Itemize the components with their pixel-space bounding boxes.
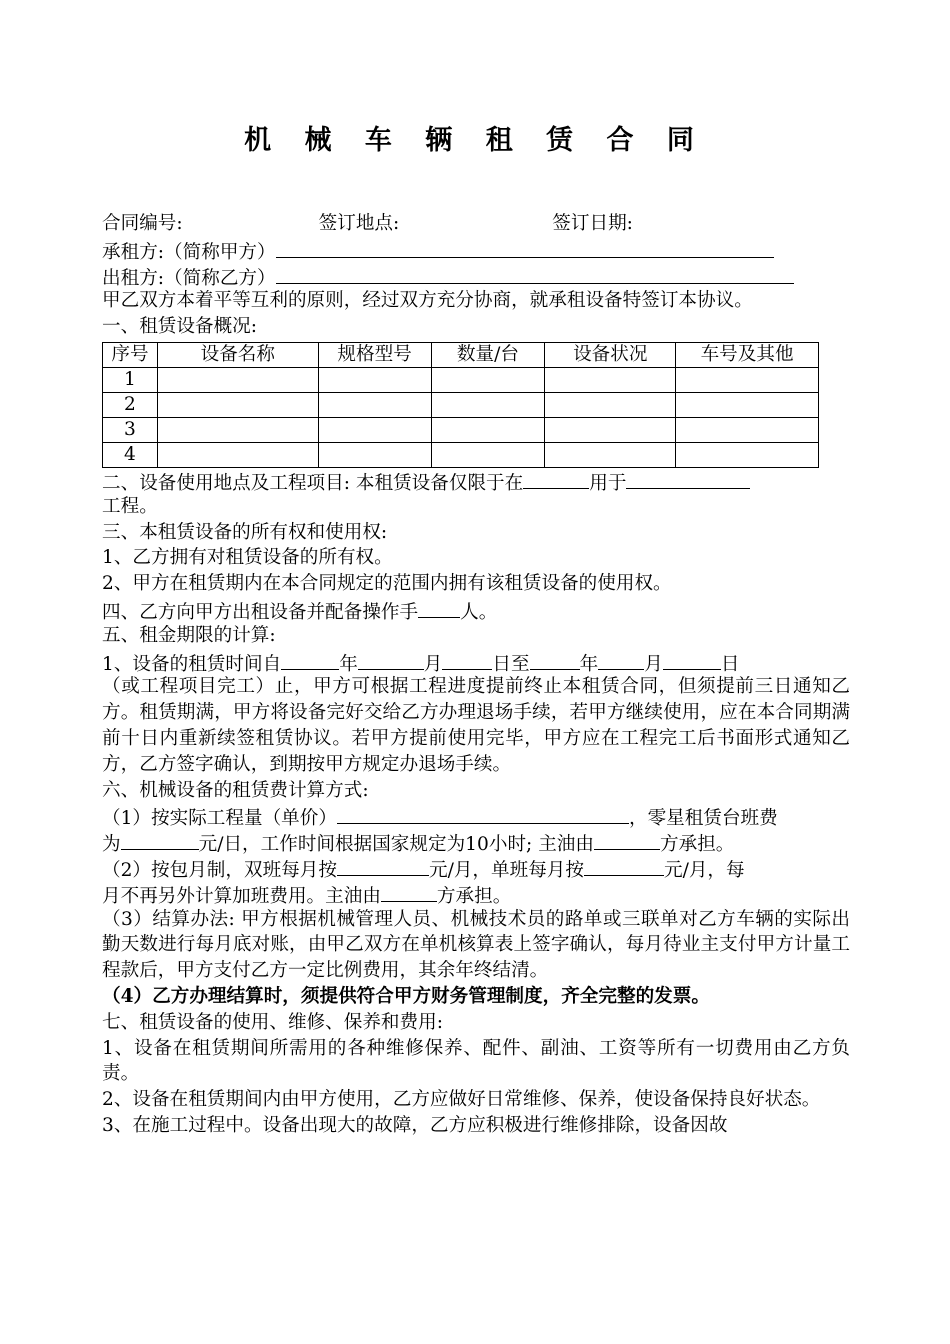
start-month-blank[interactable] <box>358 649 424 670</box>
row-number-cell: 3 <box>103 417 158 442</box>
p2-text-b: 元/月，单班每月按 <box>428 859 584 881</box>
section3-item1: 1、乙方拥有对租赁设备的所有权。 <box>102 547 393 569</box>
end-month-blank[interactable] <box>598 649 644 670</box>
section7-item3: 3、在施工过程中。设备出现大的故障，乙方应积极进行维修排除，设备因故 <box>102 1114 728 1136</box>
table-header-row <box>103 342 819 367</box>
table-cell[interactable] <box>431 392 545 417</box>
operator-count-blank[interactable] <box>418 597 460 618</box>
table-header-cell: 设备状况 <box>545 342 676 367</box>
section4-text-a: 四、乙方向甲方出租设备并配备操作手 <box>102 601 419 623</box>
p1-text-b: ，零星租赁台班费 <box>628 808 778 830</box>
table-header-cell: 序号 <box>103 342 158 367</box>
section2-end: 工程。 <box>102 495 158 517</box>
table-cell[interactable] <box>318 367 431 392</box>
p1-text-d: 元/日，工作时间根据国家规定为10小时; 主油由 <box>198 834 594 856</box>
table-cell[interactable] <box>545 442 676 467</box>
start-day-blank[interactable] <box>442 649 492 670</box>
section7-heading: 七、租赁设备的使用、维修、保养和费用: <box>102 1011 443 1033</box>
section6-p2-line2 <box>102 881 850 907</box>
document-title: 机 械 车 辆 租 赁 合 同 <box>244 125 706 156</box>
section2-text-a: 二、设备使用地点及工程项目: 本租赁设备仅限于在 <box>102 472 524 494</box>
table-cell[interactable] <box>157 442 318 467</box>
p2-text-c: 元/月，每 <box>663 859 745 881</box>
table-row <box>103 417 819 442</box>
table-cell[interactable] <box>157 392 318 417</box>
intro-paragraph: 甲乙双方本着平等互利的原则，经过双方充分协商，就承租设备特签订本协议。 <box>102 290 753 312</box>
row-number-cell: 2 <box>103 392 158 417</box>
row-number-cell: 1 <box>103 367 158 392</box>
end-day-blank[interactable] <box>663 649 721 670</box>
day-to-label: 日至 <box>492 653 530 675</box>
table-header-cell: 规格型号 <box>318 342 431 367</box>
double-shift-blank[interactable] <box>337 855 429 876</box>
sign-date-label: 签订日期: <box>552 213 633 234</box>
section6-p3: （3）结算办法: 甲方根据机械管理人员、机械技术员的路单或三联单对乙方车辆的实际出勤天数进行每月底对账，由甲乙双方在单机核算表上签字确认，每月待业主支付甲方计量工程款后，甲方支付乙方一定比例费用，其余年终结清。 <box>102 908 850 982</box>
sign-place-label: 签订地点: <box>318 213 400 234</box>
document-body <box>102 211 850 1139</box>
year-label: 年 <box>579 653 599 675</box>
table-cell[interactable] <box>676 392 819 417</box>
daily-rate-blank[interactable] <box>121 829 199 850</box>
day-label: 日 <box>720 653 740 675</box>
lessor-line <box>102 263 850 289</box>
section6-heading: 六、机械设备的租赁费计算方式: <box>102 779 369 801</box>
table-cell[interactable] <box>431 417 545 442</box>
table-cell[interactable] <box>676 417 819 442</box>
period-text: 1、设备的租赁时间自 <box>102 653 282 675</box>
p2-text-d: 月不再另外计算加班费用。主油由 <box>102 885 381 907</box>
table-cell[interactable] <box>157 417 318 442</box>
table-cell[interactable] <box>676 367 819 392</box>
header-line <box>102 211 850 237</box>
section5-body: （或工程项目完工）止，甲方可根据工程进度提前终止本租赁合同，但须提前三日通知乙方。租赁期满，甲方将设备完好交给乙方办理退场手续，若甲方继续使用，应在本合同期满前十日内重新续签租赁协议。若甲方提前使用完毕，甲方应在工程完工后书面形式通知乙方，乙方签字确认，到期按甲方规定办退场手续。 <box>102 676 850 775</box>
section7-item1: 1、设备在租赁期间所需用的各种维修保养、配件、副油、工资等所有一切费用由乙方负责。 <box>102 1037 850 1085</box>
lessor-blank[interactable] <box>276 263 794 284</box>
section7-item2: 2、设备在租赁期间内由甲方使用，乙方应做好日常维修、保养，使设备保持良好状态。 <box>102 1089 821 1111</box>
p1-text-c: 为 <box>102 834 121 856</box>
lessee-line <box>102 237 850 263</box>
table-cell[interactable] <box>157 367 318 392</box>
section3-item2: 2、甲方在租赁期内在本合同规定的范围内拥有该租赁设备的使用权。 <box>102 573 672 595</box>
project-blank[interactable] <box>626 468 750 489</box>
p1-text-e: 方承担。 <box>660 834 735 856</box>
fuel-party-blank[interactable] <box>594 829 660 850</box>
lessee-blank[interactable] <box>276 237 774 258</box>
table-header-cell: 设备名称 <box>157 342 318 367</box>
fuel-party-blank-2[interactable] <box>381 881 437 902</box>
table-row <box>103 442 819 467</box>
section5-heading: 五、租金期限的计算: <box>102 624 276 646</box>
single-shift-blank[interactable] <box>584 855 664 876</box>
section2-line <box>102 468 850 494</box>
section6-p1-line2 <box>102 829 850 855</box>
contract-no-label: 合同编号: <box>102 213 183 234</box>
table-header-cell: 车号及其他 <box>676 342 819 367</box>
rental-period-line <box>102 649 850 675</box>
table-row <box>103 392 819 417</box>
section2-text-b: 用于 <box>589 472 627 494</box>
section3-heading: 三、本租赁设备的所有权和使用权: <box>102 521 388 543</box>
table-cell[interactable] <box>318 417 431 442</box>
section4-line <box>102 597 850 623</box>
month-label: 月 <box>423 653 443 675</box>
end-year-blank[interactable] <box>530 649 580 670</box>
section1-heading: 一、租赁设备概况: <box>102 316 258 338</box>
lessor-label: 出租方:（简称乙方） <box>102 267 276 289</box>
lessee-label: 承租方:（简称甲方） <box>102 241 276 263</box>
month-label: 月 <box>644 653 663 675</box>
p2-text-a: （2）按包月制，双班每月按 <box>102 859 337 881</box>
table-header-cell: 数量/台 <box>431 342 545 367</box>
start-year-blank[interactable] <box>281 649 339 670</box>
table-cell[interactable] <box>431 367 545 392</box>
unit-price-blank[interactable] <box>337 803 629 824</box>
table-cell[interactable] <box>318 392 431 417</box>
table-cell[interactable] <box>545 392 676 417</box>
section6-p2-line1 <box>102 855 850 881</box>
table-row <box>103 367 819 392</box>
p2-text-e: 方承担。 <box>436 885 512 907</box>
section6-p4: （4）乙方办理结算时，须提供符合甲方财务管理制度，齐全完整的发票。 <box>102 985 710 1007</box>
section6-p1-line1 <box>102 803 850 829</box>
location-blank[interactable] <box>523 468 589 489</box>
table-cell[interactable] <box>318 442 431 467</box>
equipment-table <box>102 342 819 468</box>
table-cell[interactable] <box>545 367 676 392</box>
table-cell[interactable] <box>431 442 545 467</box>
table-cell[interactable] <box>545 417 676 442</box>
year-label: 年 <box>339 653 358 675</box>
p1-text-a: （1）按实际工程量（单价） <box>102 808 337 830</box>
section4-text-b: 人。 <box>460 601 498 623</box>
row-number-cell: 4 <box>103 442 158 467</box>
table-cell[interactable] <box>676 442 819 467</box>
